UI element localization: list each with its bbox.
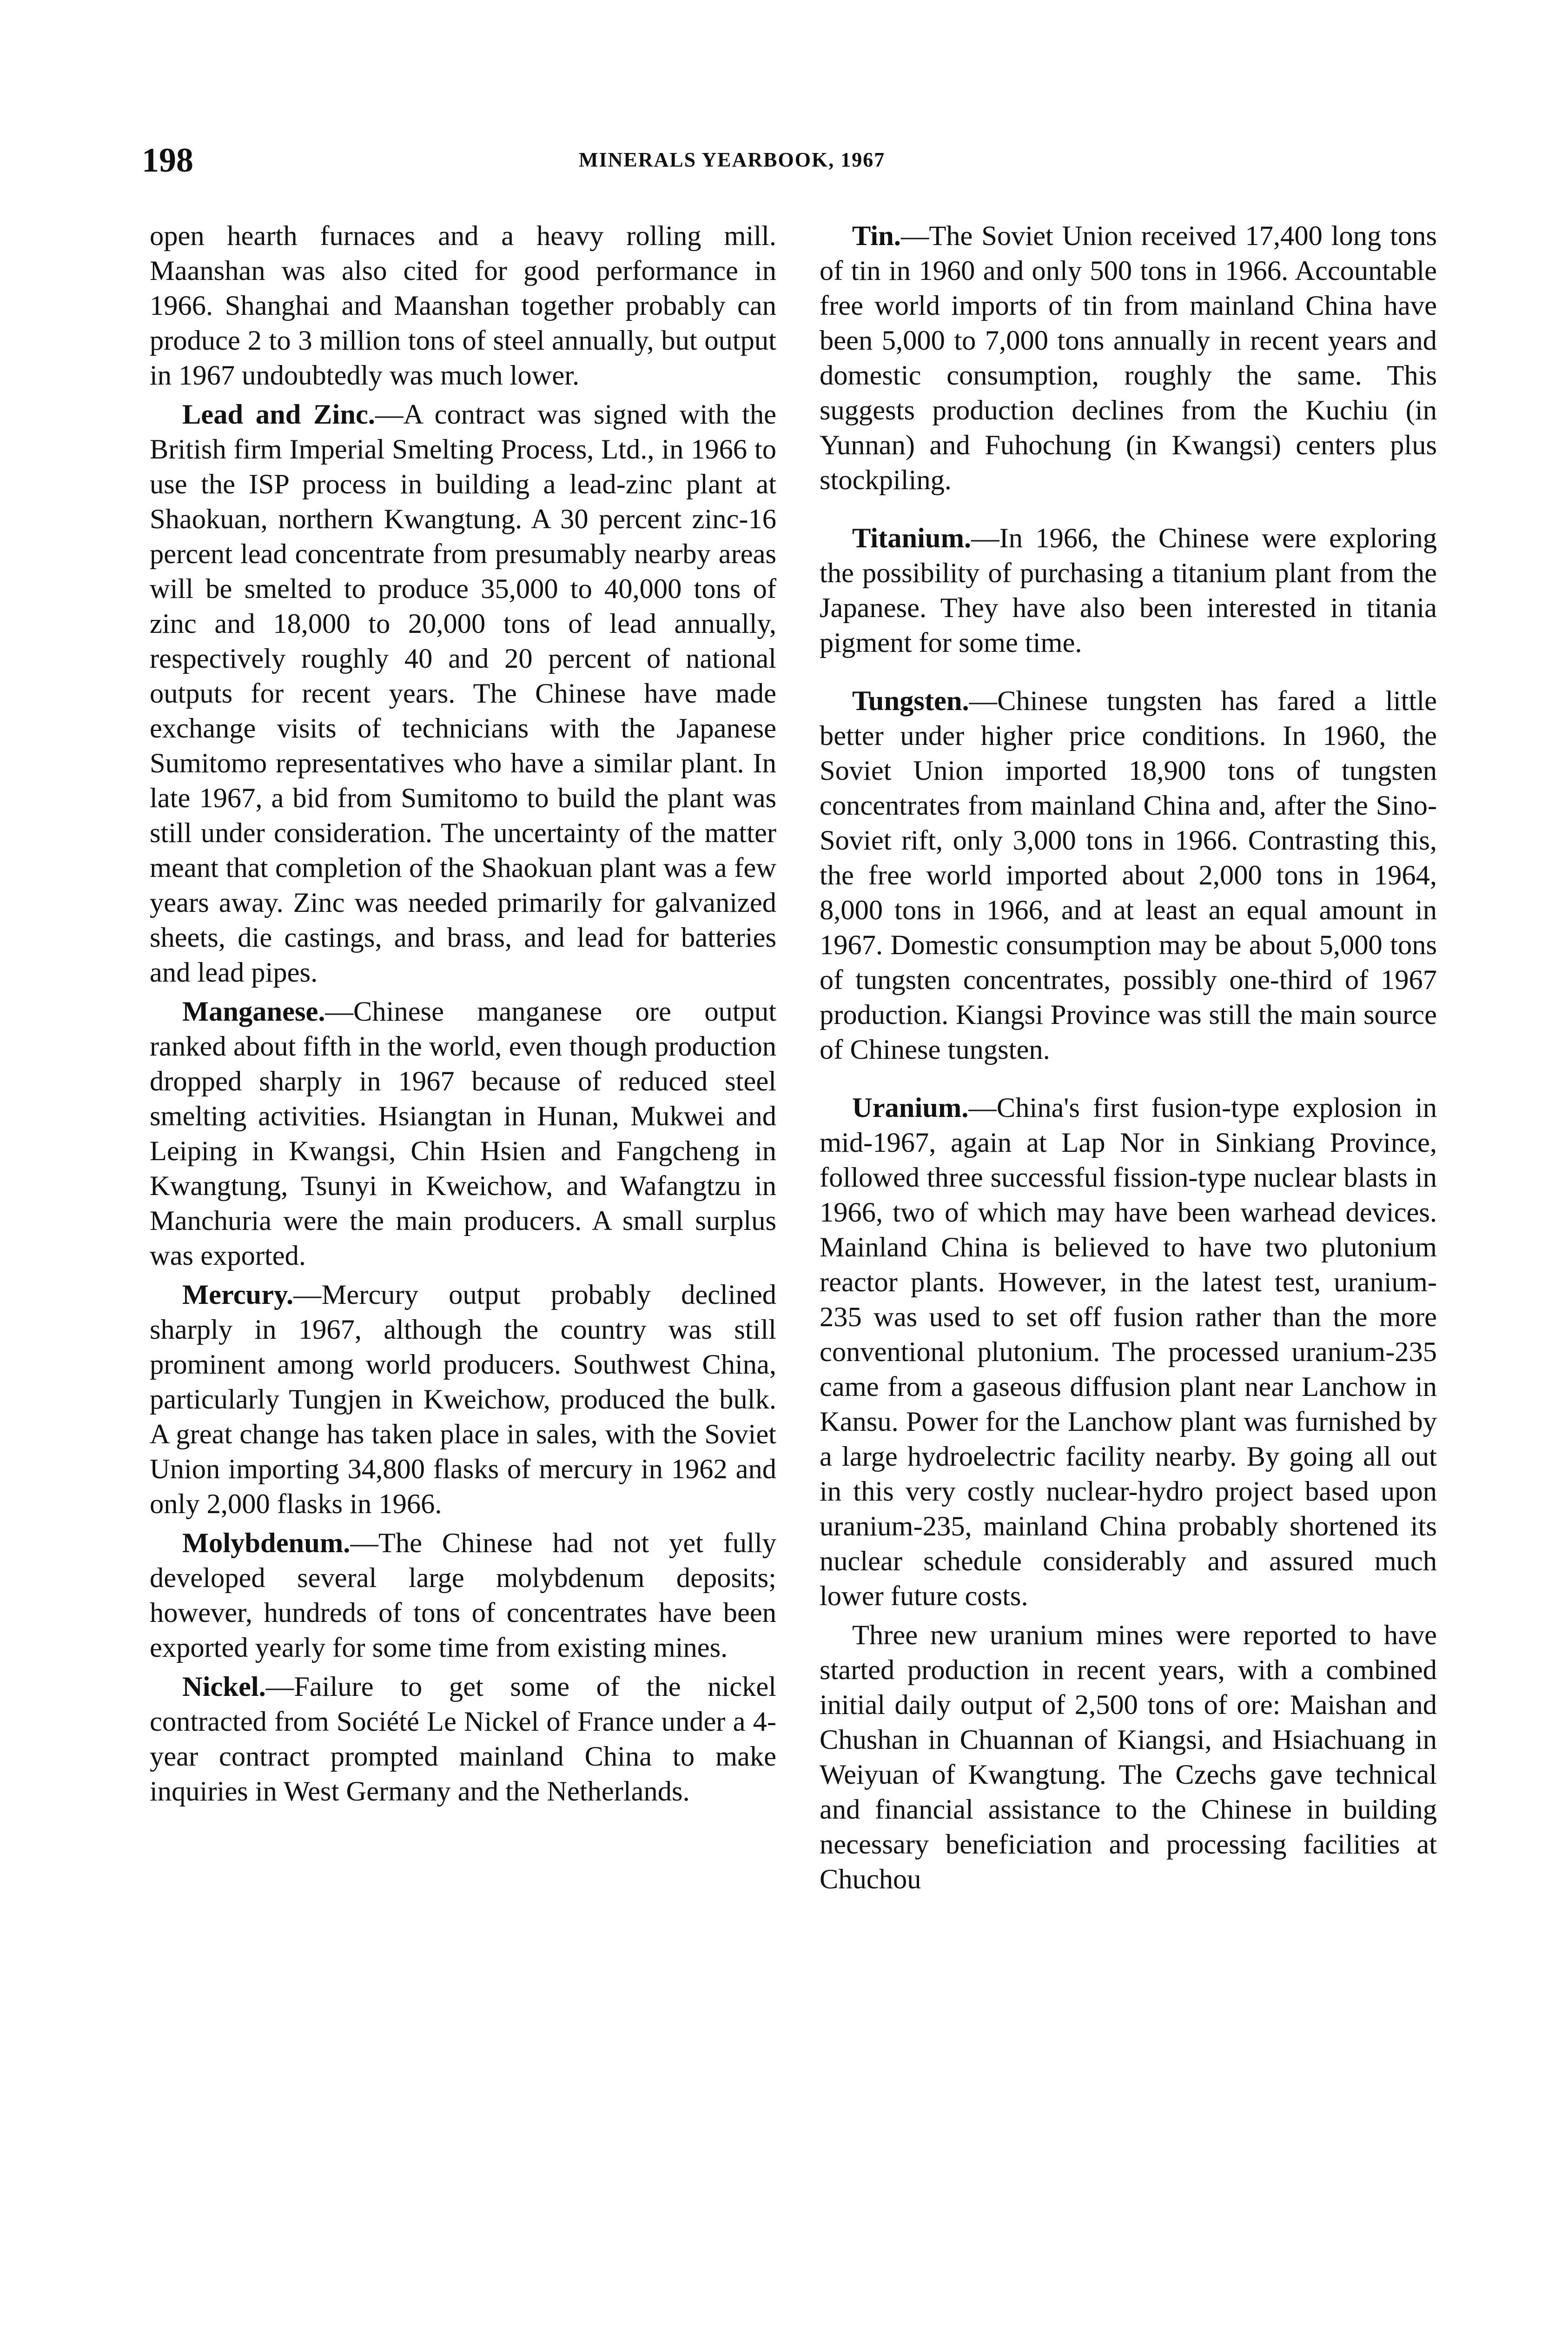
paragraph-tin bbox=[820, 219, 1437, 498]
paragraph-text: Three new uranium mines were reported to have started production in recent years, with a combined initial daily output of 2,500 tons of ore: Maishan and Chushan in Chuannan of Kiangsi, and Hsiachuang in Weiyuan of Kwangtung. The Czechs gave technical and financial assistance to the Chinese in building necessary beneficiation and processing facilities at Chuchou bbox=[820, 1620, 1437, 1895]
paragraph-text: —A contract was signed with the British firm Imperial Smelting Process, Ltd., in 1966 to use the ISP process in building a lead-zinc plant at Shaokuan, northern Kwangtung. A 30 percent zinc-16 percent lead concentrate from presumably nearby areas will be smelted to produce 35,000 to 40,000 tons of zinc and 18,000 to 20,000 tons of lead annually, respectively roughly 40 and 20 percent of national outputs for recent years. The Chinese have made exchange visits of technicians with the Japanese Sumitomo representatives who have a similar plant. In late 1967, a bid from Sumitomo to build the plant was still under consideration. The uncertainty of the matter meant that completion of the Shaokuan plant was a few years away. Zinc was needed primarily for galvanized sheets, die castings, and brass, and lead for batteries and lead pipes. bbox=[150, 399, 776, 988]
left-column bbox=[150, 219, 776, 1809]
paragraph-text: —The Chinese had not yet fully developed several large molybdenum deposits; however, hundreds of tons of concentrates have been exported yearly for some time from existing mines. bbox=[150, 1528, 776, 1663]
paragraph-uranium-mines bbox=[820, 1618, 1437, 1897]
section-heading-mercury: Mercury. bbox=[182, 1279, 294, 1310]
paragraph-manganese bbox=[150, 994, 776, 1273]
paragraph-uranium bbox=[820, 1090, 1437, 1614]
paragraph-nickel bbox=[150, 1669, 776, 1809]
paragraph-molybdenum bbox=[150, 1526, 776, 1665]
section-heading-tin: Tin. bbox=[852, 220, 901, 252]
paragraph-titanium bbox=[820, 521, 1437, 660]
section-heading-tungsten: Tungsten. bbox=[852, 685, 969, 717]
page-number: 198 bbox=[142, 141, 193, 179]
paragraph-text: —Chinese manganese ore output ranked about fifth in the world, even though production dropped sharply in 1967 because of reduced steel smelting activities. Hsiangtan in Hunan, Mukwei and Leiping in Kwangsi, Chin Hsien and Fangcheng in Kwangtung, Tsunyi in Kweichow, and Wafangtzu in Manchuria were the main producers. A small surplus was exported. bbox=[150, 996, 776, 1271]
section-heading-manganese: Manganese. bbox=[182, 996, 325, 1027]
running-title: MINERALS YEARBOOK, 1967 bbox=[579, 148, 886, 171]
paragraph-mercury bbox=[150, 1277, 776, 1521]
paragraph-text: —Mercury output probably declined sharply in 1967, although the country was still prominent among world producers. Southwest China, particularly Tungjen in Kweichow, produced the bulk. A great change has taken place in sales, with the Soviet Union importing 34,800 flasks of mercury in 1962 and only 2,000 flasks in 1966. bbox=[150, 1279, 776, 1520]
paragraph-text: —The Soviet Union received 17,400 long tons of tin in 1960 and only 500 tons in 1966. Accountable free world imports of tin from mainland China have been 5,000 to 7,000 tons annually in recent years and domestic consumption, roughly the same. This suggests production declines from the Kuchiu (in Yunnan) and Fuhochung (in Kwangsi) centers plus stockpiling. bbox=[820, 220, 1437, 496]
paragraph-text: open hearth furnaces and a heavy rolling mill. Maanshan was also cited for good performance in 1966. Shanghai and Maanshan together probably can produce 2 to 3 million tons of steel annually, but output in 1967 undoubtedly was much lower. bbox=[150, 220, 776, 391]
right-column bbox=[820, 219, 1437, 1897]
paragraph-text: —In 1966, the Chinese were exploring the possibility of purchasing a titanium plant from the Japanese. They have also been interested in titania pigment for some time. bbox=[820, 523, 1437, 658]
section-heading-nickel: Nickel. bbox=[182, 1671, 266, 1702]
section-heading-uranium: Uranium. bbox=[852, 1092, 969, 1123]
paragraph-text: —Chinese tungsten has fared a little better under higher price conditions. In 1960, the Soviet Union imported 18,900 tons of tungsten concentrates from mainland China and, after the Sino-Soviet rift, only 3,000 tons in 1966. Contrasting this, the free world imported about 2,000 tons in 1964, 8,000 tons in 1966, and at least an equal amount in 1967. Domestic consumption may be about 5,000 tons of tungsten concentrates, possibly one-third of 1967 production. Kiangsi Province was still the main source of Chinese tungsten. bbox=[820, 685, 1437, 1065]
paragraph-text: —Failure to get some of the nickel contracted from Société Le Nickel of France under a 4-year contract prompted mainland China to make inquiries in West Germany and the Netherlands. bbox=[150, 1671, 776, 1807]
paragraph-lead-zinc bbox=[150, 397, 776, 990]
page-header bbox=[142, 135, 992, 186]
paragraph-text: —China's first fusion-type explosion in mid-1967, again at Lap Nor in Sinkiang Province, followed three successful fission-type nuclear blasts in 1966, two of which may have been warhead devices. Mainland China is believed to have two plutonium reactor plants. However, in the latest test, uranium-235 was used to set off fusion rather than the more conventional plutonium. The processed uranium-235 came from a gaseous diffusion plant near Lanchow in Kansu. Power for the Lanchow plant was furnished by a large hydroelectric facility nearby. By going all out in this very costly nuclear-hydro project based upon uranium-235, mainland China probably shortened its nuclear schedule considerably and assured much lower future costs. bbox=[820, 1092, 1437, 1612]
paragraph-tungsten bbox=[820, 684, 1437, 1067]
section-heading-molybdenum: Molybdenum. bbox=[182, 1528, 351, 1559]
section-heading-lead-zinc: Lead and Zinc. bbox=[182, 399, 375, 430]
paragraph-steel-continued bbox=[150, 219, 776, 393]
section-heading-titanium: Titanium. bbox=[852, 523, 972, 554]
